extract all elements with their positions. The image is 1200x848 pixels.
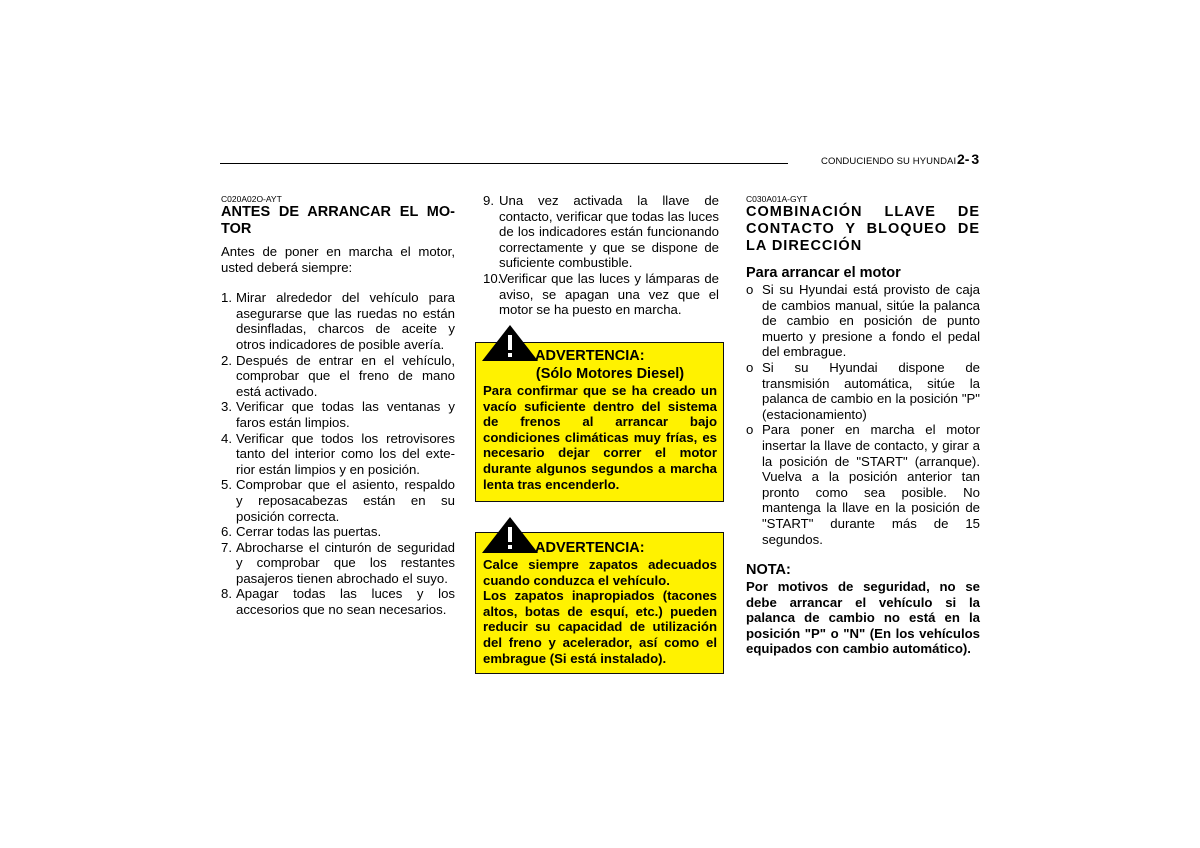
- exclamation-triangle-icon: [480, 515, 540, 555]
- warning-heading: ADVERTENCIA:: [535, 348, 645, 364]
- list-item: 4. Verificar que todos los retrovisores tanto del interior como los del exte-rior están limpios y en posición.: [221, 430, 455, 477]
- list-item: 6. Cerrar todas las puertas.: [221, 524, 382, 540]
- column-left: [221, 194, 455, 618]
- list-item: 1. Mirar alrededor del vehículo para asegurarse que las ruedas no están desinfladas, charcos de aceite y otros indicadores de posible avería.: [221, 290, 455, 352]
- header-section-title: CONDUCIENDO SU HYUNDAI: [821, 156, 957, 167]
- list-item: 10. Verificar que las luces y lámparas de aviso, se apagan una vez que el motor se ha puesto en marcha.: [483, 270, 719, 318]
- header-rule: [220, 163, 788, 164]
- note-title: NOTA:: [746, 562, 791, 579]
- section-title: ANTES DE ARRANCAR EL MO-TOR: [221, 204, 455, 237]
- warning-body: Para confirmar que se ha creado un vacío suficiente dentro del sistema de frenos al arrancar bajo condiciones climáticas muy frías, es necesario dejar correr el motor durante algunos segundos a marcha lenta tras encenderlo.: [483, 383, 717, 492]
- warning-body: Los zapatos inapropiados (tacones altos, botas de esquí, etc.) pueden reducir su capacidad de utilización del freno y acelerador, así como el embrague (Si está instalado).: [483, 588, 717, 666]
- list-item: 5. Comprobar que el asiento, respaldo y reposacabezas están en su posición correcta.: [221, 477, 455, 524]
- list-item: o Si su Hyundai dispone de transmisión automática, sitúe la palanca de cambio en la posición "P" (estacionamiento): [746, 359, 980, 422]
- list-item: 9. Una vez activada la llave de contacto, verificar que todas las luces de los indicadores están funcionando correctamente y que se dispone de suficiente combustible.: [483, 193, 719, 271]
- warning-box-shoes: [475, 532, 724, 674]
- section-code: C020A02O-AYT: [221, 194, 282, 204]
- warning-heading: ADVERTENCIA:: [535, 540, 645, 556]
- list-item: 2. Después de entrar en el vehículo, comprobar que el freno de mano está activado.: [221, 352, 455, 399]
- checklist-continued: [483, 193, 719, 318]
- page-number: 2- 3: [957, 151, 980, 167]
- intro-paragraph: Antes de poner en marcha el motor, usted deberá siempre:: [221, 244, 455, 275]
- warning-box-diesel: [475, 342, 724, 502]
- section-title: COMBINACIÓN LLAVE DE CONTACTO Y BLOQUEO DE LA DIRECCIÓN: [746, 204, 980, 254]
- list-item: 3. Verificar que todas las ventanas y faros están limpios.: [221, 399, 455, 430]
- warning-body: Calce siempre zapatos adecuados cuando conduzca el vehículo.: [483, 557, 717, 588]
- exclamation-triangle-icon: [480, 323, 540, 363]
- checklist: [221, 290, 455, 617]
- list-item: 8. Apagar todas las luces y los accesorios que no sean necesarios.: [221, 586, 455, 618]
- subsection-title: Para arrancar el motor: [746, 265, 901, 281]
- column-middle: [483, 193, 719, 318]
- list-item: o Para poner en marcha el motor insertar la llave de contacto, y girar a la posición de "START" (arranque). Vuelva a la posición anterior tan pronto como sea posible. No mantenga la llave en la posición de "START" durante más de 15 segundos.: [746, 422, 980, 547]
- warning-subheading: (Sólo Motores Diesel): [535, 366, 685, 382]
- list-item: o Si su Hyundai está provisto de caja de cambios manual, sitúe la palanca de cambio en posición de punto muerto y presione a fondo el pedal del embrague.: [746, 282, 980, 360]
- note-body: Por motivos de seguridad, no se debe arrancar el vehículo si la palanca de cambio no está en la posición "P" o "N" (En los vehículos equipados con cambio automático).: [746, 579, 980, 657]
- column-right: [746, 194, 980, 657]
- instruction-list: [746, 282, 980, 547]
- section-code: C030A01A-GYT: [746, 194, 808, 204]
- list-item: 7. Abrocharse el cinturón de seguridad y comprobar que los restantes pasajeros tienen abrochado el suyo.: [221, 539, 455, 586]
